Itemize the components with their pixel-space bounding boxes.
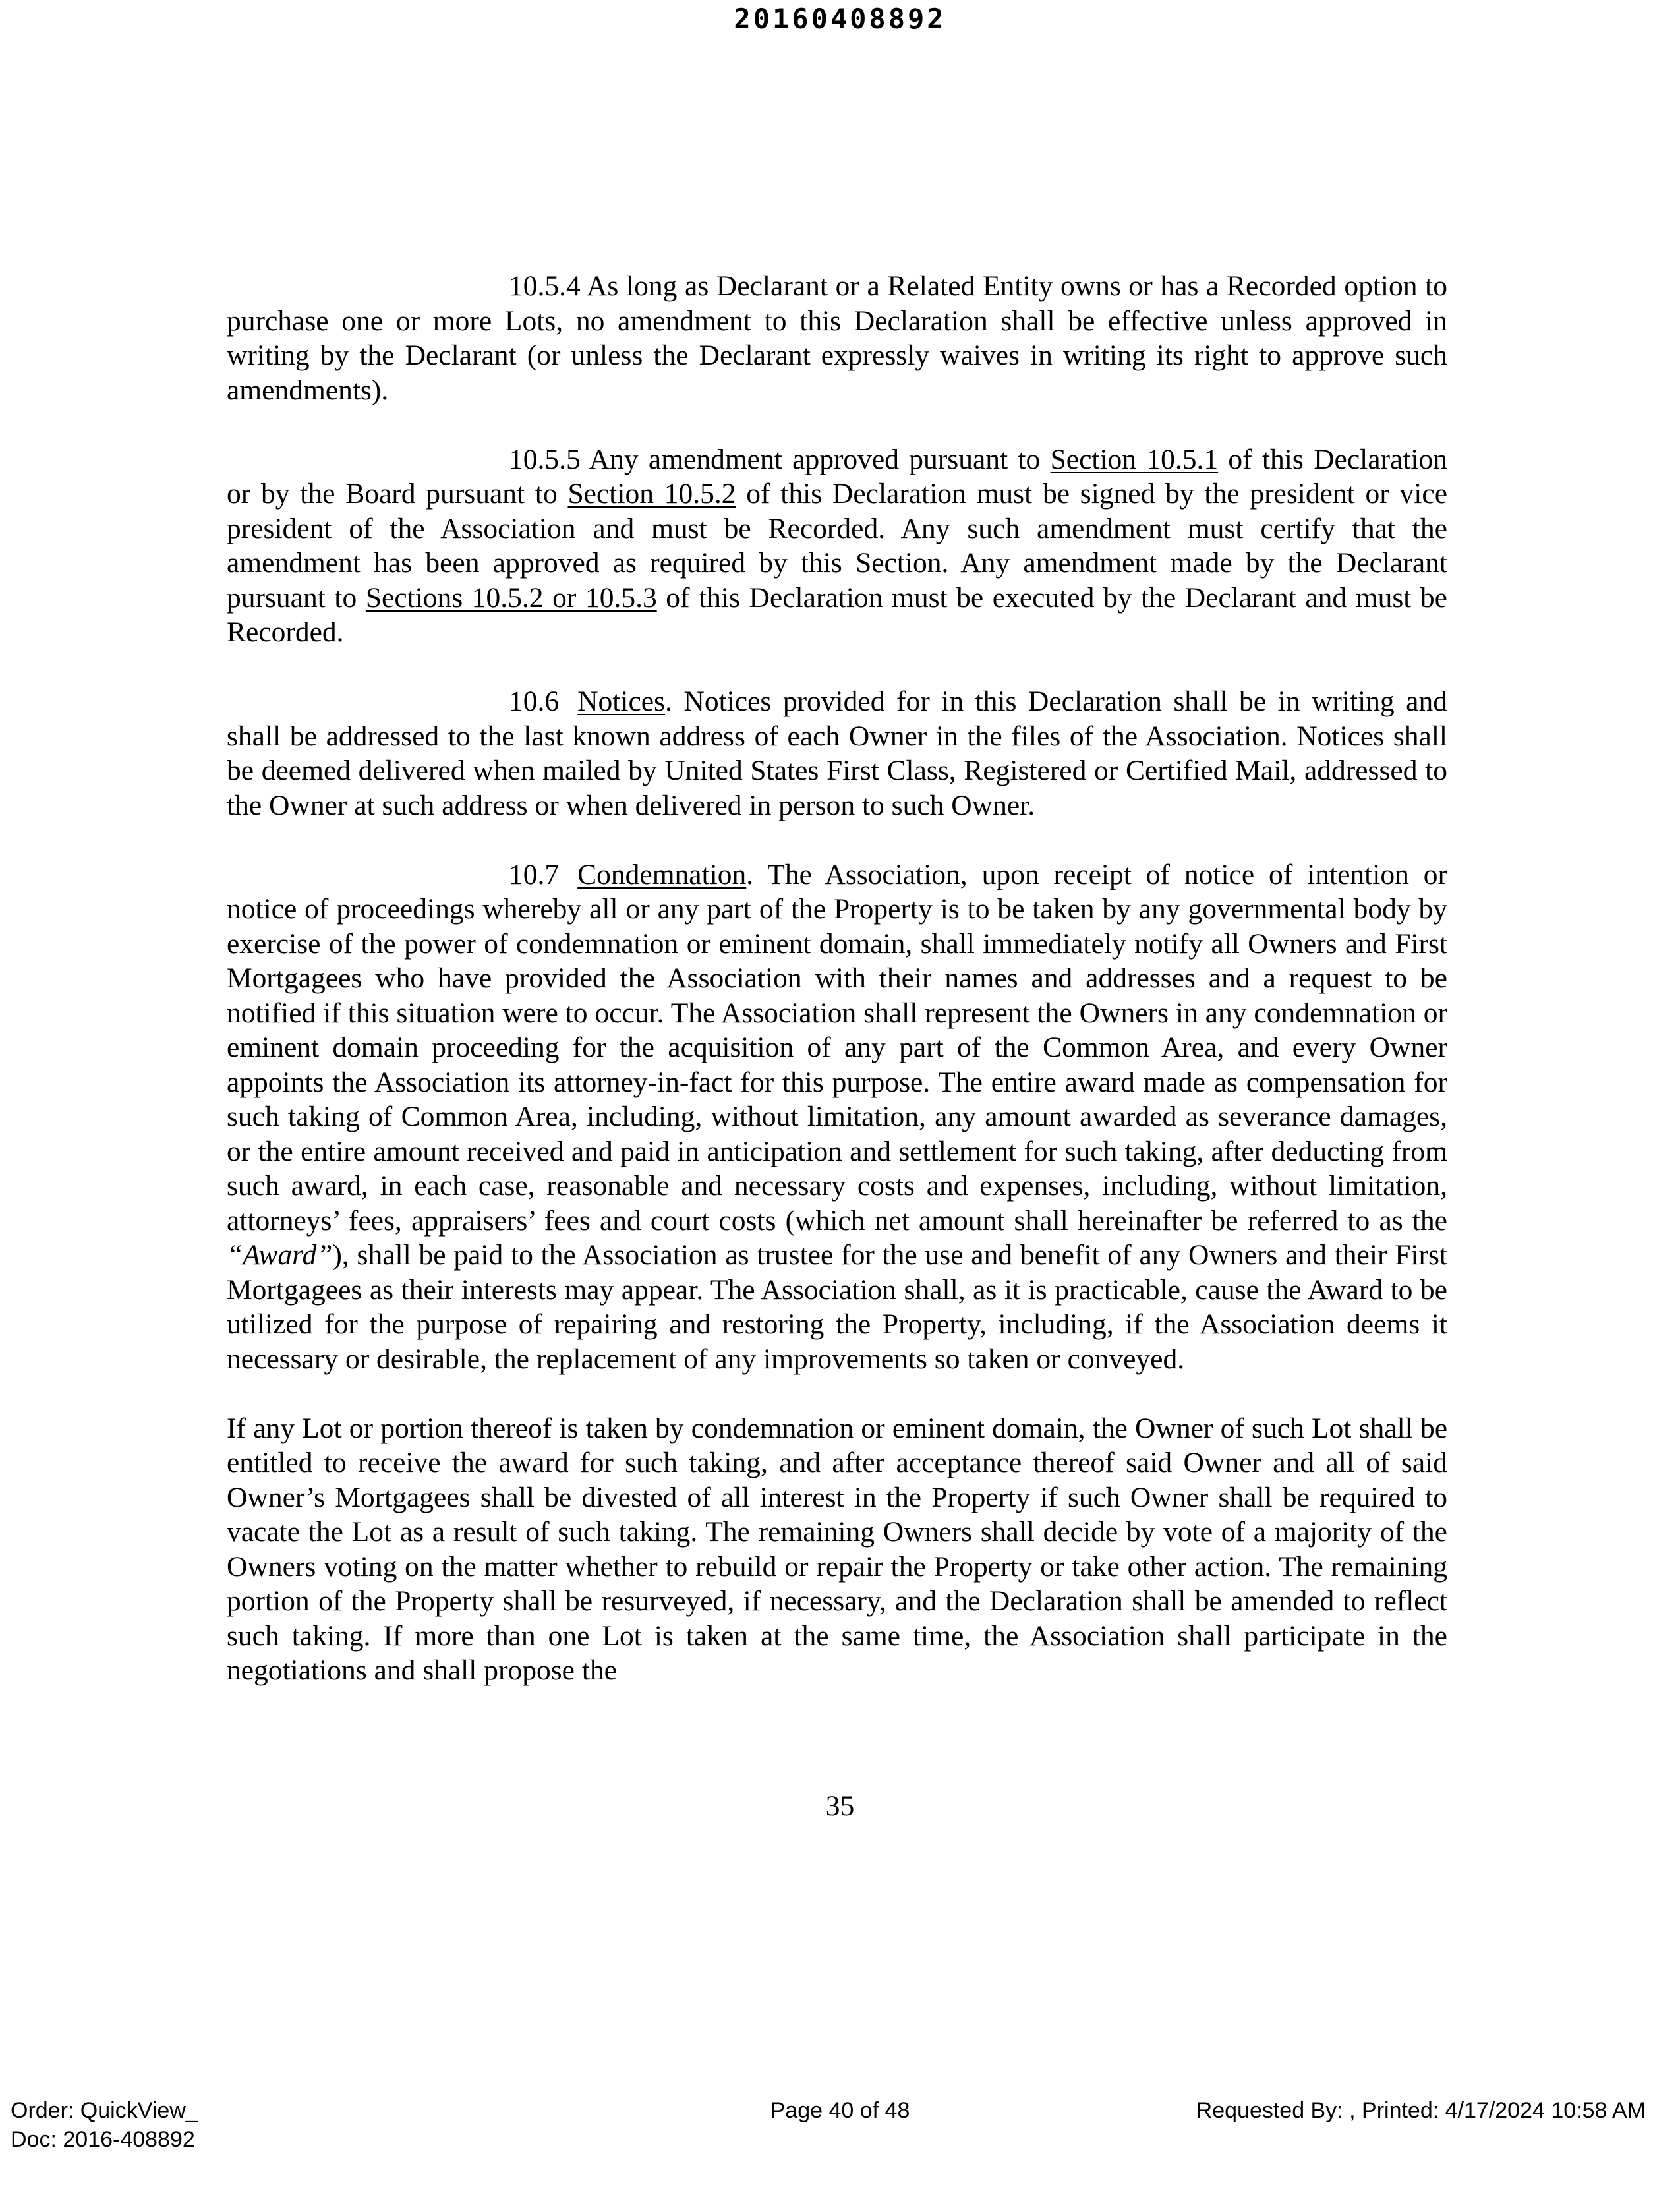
section-number: 10.5.4 [509,270,581,302]
section-text: of this Declaration must be signed by the president or vice president of the Association and must be Recorded. Any such amendment must certify that the amendment has been approved as required by this Section. Any amendment made by the Declarant pursuant to [227,478,1448,614]
section-title: Notices [577,685,666,717]
document-body [227,269,1447,1722]
section-reference-10-5-2: Section 10.5.2 [567,478,736,510]
footer-order: Order: QuickView_ [11,2098,198,2123]
footer-page: Page 40 of 48 [770,2098,910,2123]
section-text: of this Declaration must be executed by the Declarant and must be Recorded. [227,581,1447,648]
footer-doc: Doc: 2016-408892 [11,2127,195,2152]
section-text: of this Declaration or by the Board pursuant to [227,443,1448,510]
defined-term-award: “Award” [227,1239,333,1271]
footer-requested: Requested By: , Printed: 4/17/2024 10:58 AM [1196,2098,1646,2123]
section-10-7: 10.7 Condemnation. The Association, upon receipt of notice of intention or notice of proceedings whereby all or any part of the Property is to be taken by any governmental body by exercise of the power of condemnation or eminent domain, shall immediately notify all Owners and First Mortgagees who have provided the Association with their names and addresses and a request to be notified if this situation were to occur. The Association shall represent the Owners in any condemnation or eminent domain proceeding for the acquisition of any part of the Common Area, and every Owner appoints the Association its attorney-in-fact for this purpose. The entire award made as compensation for such taking of Common Area, including, without limitation, any amount awarded as severance damages, or the entire amount received and paid in anticipation and settlement for such taking, after deducting from such award, in each case, reasonable and necessary costs and expenses, including, without limitation, attorneys’ fees, appraisers’ fees and court costs (which net amount shall hereinafter be referred to as the “Award”), shall be paid to the Association as trustee for the use and benefit of any Owners and their First Mortgagees as their interests may appear. The Association shall, as it is practicable, cause the Award to be utilized for the purpose of repairing and restoring the Property, including, if the Association deems it necessary or desirable, the replacement of any improvements so taken or conveyed. [227,858,1447,1375]
section-10-5-4 [227,269,1447,407]
section-text: Notices provided for in this Declaration shall be in writing and shall be addressed to the last known address of each Owner in the files of the Association. Notices shall be deemed delivered when mailed by United States First Class, Registered or Certified Mail, addressed to the Owner at such address or when delivered in person to such Owner. [227,685,1447,821]
recording-number: 20160408892 [734,3,946,35]
section-number: 10.5.5 [509,443,581,475]
lot-taking-paragraph [227,1411,1447,1688]
section-title: Condemnation [577,858,747,890]
page-number: 35 [825,1790,855,1822]
section-10-5-5 [227,442,1447,650]
section-text: Any amendment approved pursuant to [589,443,1041,475]
section-number: 10.6 [509,685,560,717]
section-text: ), shall be paid to the Association as trustee for the use and benefit of any Owners and their First Mortgagees as their interests may appear. The Association shall, as it is practicable, cause the Award to be utilized for the purpose of repairing and restoring the Property, including, if the Association deems it necessary or desirable, the replacement of any improvements so taken or conveyed. [227,1239,1447,1375]
section-10-6: 10.6 Notices. Notices provided for in this Declaration shall be in writing and shall be addressed to the last known address of each Owner in the files of the Association. Notices shall be deemed delivered when mailed by United States First Class, Registered or Certified Mail, addressed to the Owner at such address or when delivered in person to such Owner. [227,685,1447,821]
section-text: The Association, upon receipt of notice of intention or notice of proceedings whereby all or any part of the Property is to be taken by any governmental body by exercise of the power of condemnation or eminent domain, shall immediately notify all Owners and First Mortgagees who have provided the Association with their names and addresses and a request to be notified if this situation were to occur. The Association shall represent the Owners in any condemnation or eminent domain proceeding for the acquisition of any part of the Common Area, and every Owner appoints the Association its attorney-in-fact for this purpose. The entire award made as compensation for such taking of Common Area, including, without limitation, any amount awarded as severance damages, or the entire amount received and paid in anticipation and settlement for such taking, after deducting from such award, in each case, reasonable and necessary costs and expenses, including, without limitation, attorneys’ fees, appraisers’ fees and court costs (which net amount shall hereinafter be referred to as the [227,858,1447,1237]
section-reference-10-5-2-or-3: Sections 10.5.2 or 10.5.3 [365,581,657,614]
section-reference-10-5-1: Section 10.5.1 [1050,443,1219,475]
section-number: 10.7 [509,858,560,890]
section-text: As long as Declarant or a Related Entity owns or has a Recorded option to purchase one or more Lots, no amendment to this Declaration shall be effective unless approved in writing by the Declarant (or unless the Declarant expressly waives in writing its right to approve such amendments). [227,270,1447,406]
section-text: If any Lot or portion thereof is taken by condemnation or eminent domain, the Owner of such Lot shall be entitled to receive the award for such taking, and after acceptance thereof said Owner and all of said Owner’s Mortgagees shall be divested of all interest in the Property if such Owner shall be required to vacate the Lot as a result of such taking. The remaining Owners shall decide by vote of a majority of the Owners voting on the matter whether to rebuild or repair the Property or take other action. The remaining portion of the Property shall be resurveyed, if necessary, and the Declaration shall be amended to reflect such taking. If more than one Lot is taken at the same time, the Association shall participate in the negotiations and shall propose the [227,1412,1447,1686]
